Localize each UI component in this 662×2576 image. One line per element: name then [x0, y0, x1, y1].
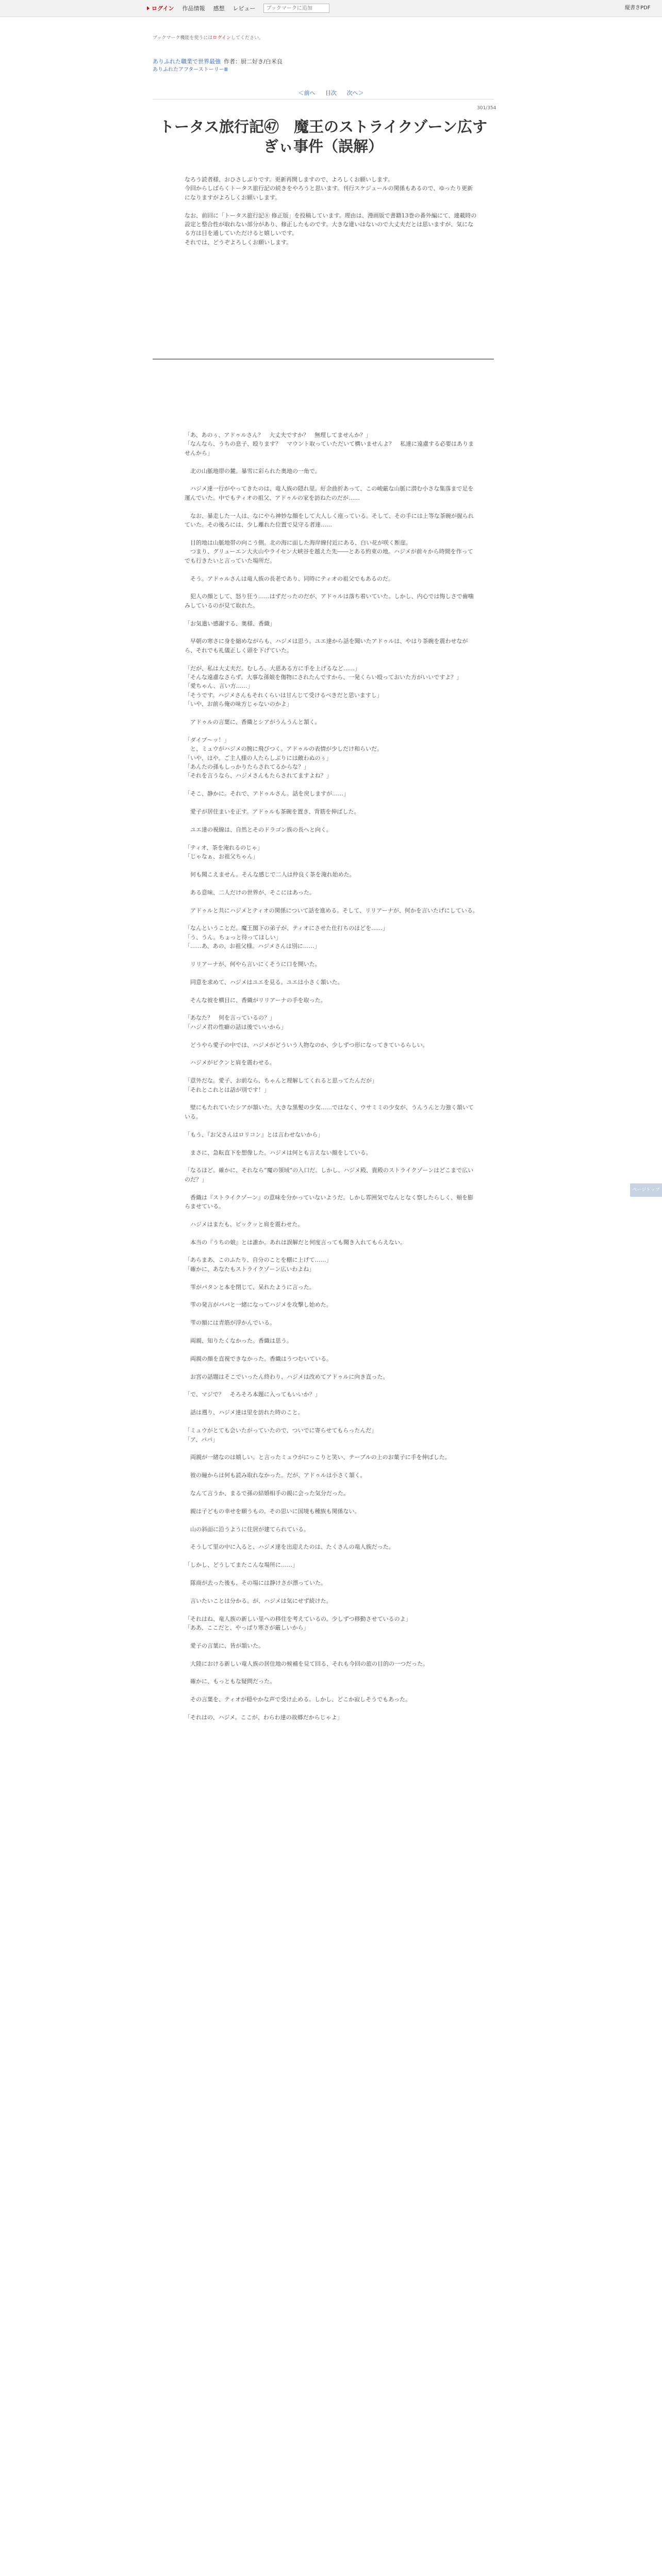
login-link[interactable] — [147, 4, 174, 12]
body-line — [185, 799, 478, 807]
body-line: 「意外だな。愛子、お前なら、ちゃんと理解してくれると思ってたんだが」 — [185, 1077, 377, 1084]
body-line — [185, 969, 478, 977]
body-line — [185, 816, 478, 825]
body-line: そんな彼を横目に、香織がリリアーナの手を取った。 — [185, 996, 326, 1004]
body-line — [185, 1184, 478, 1193]
body-line — [185, 1381, 478, 1390]
body-line: 「それはの、ハジメ。ここが、わらわ達の故郷だからじゃよ」 — [185, 1714, 343, 1721]
body-line — [185, 879, 478, 888]
body-line: 香織は『ストライクゾーン』の意味を分かっていないようだ。しかし雰囲気でなんとなく察したらしく、頬を膨らませている。 — [185, 1194, 474, 1210]
body-line: 「それを言うなら、ハジメさんもたらされてますよね？」 — [185, 772, 332, 779]
body-line: 「もう、『お父さんはロリコン』とは言わせないから」 — [185, 1131, 324, 1138]
body-line — [185, 1345, 478, 1354]
body-line: 「ダイブ〜ッ！」 — [185, 736, 230, 743]
body-line: 「あらまあ、このふたり、自分のことを棚に上げて……」 — [185, 1257, 332, 1264]
body-line: 山の斜面に沿うように住居が建てられている。 — [185, 1526, 309, 1533]
body-line: リリアーナが、何やら言いにくそうに口を開いた。 — [185, 960, 321, 968]
body-line: 「お気遣い感謝する、奥様、香織」 — [185, 620, 275, 627]
body-line: と、ミュウがハジメの腕に飛びつく。アドゥルの表情が少しだけ和らいだ。 — [185, 745, 383, 753]
body-line: 「う、うん。ちょっと待ってほしい」 — [185, 934, 282, 941]
body-line — [185, 1274, 478, 1282]
body-line — [185, 1587, 478, 1596]
login-label: ログイン — [152, 5, 174, 12]
nav-work-info[interactable]: 作品情報 — [182, 5, 205, 12]
body-line: ユエ達の視線は、自然とそのドラゴン族の長へと向く。 — [185, 826, 332, 833]
foreword-line: 今回からしばらくトータス旅行記の続きをやろうと思います。刊行スケジュールの関係もあるので、ゆったり更新になりますがよろしくお願いします。 — [185, 185, 473, 201]
body-line — [185, 1229, 478, 1238]
foreword-line — [185, 202, 478, 211]
body-line: 親は子どもの幸せを願うもの。その思いに国境も種族も関係ない。 — [185, 1507, 360, 1515]
bookmark-notice — [153, 34, 263, 41]
body-line: 「あんたの孫もしっかりたらされてるからな？」 — [185, 764, 309, 771]
body-line: 壁にもたれていたシアが頷いた。大きな黒髪の少女……ではなく、ウサミミの少女が、うんうんと力強く頷いている。 — [185, 1104, 474, 1120]
body-line: 大陸における新しい竜人族の居住地の候補を見て回る、それも今回の旅の目的の一つだった。 — [185, 1660, 428, 1667]
body-line — [185, 1049, 478, 1058]
toc-link[interactable]: 目次 — [325, 90, 337, 96]
body-line — [185, 781, 478, 789]
body-line: 「ティオ、茶を淹れるのじゃ」 — [185, 844, 263, 851]
series-author: 作者：厨二好き/白米良 — [224, 58, 283, 65]
body-line: 「それはね、竜人族の新しい里への移住を考えているの。少しずつ移動させているのよ」 — [185, 1615, 411, 1622]
body-line: その言葉を、ティオが穏やかな声で受け止める。しかし、どこか寂しそうでもあった。 — [185, 1696, 411, 1703]
body-line: 北の山脈地帯の麓。暴雪に彩られた奥地の一角で。 — [185, 467, 321, 474]
body-line — [185, 610, 478, 619]
body-line — [185, 726, 478, 735]
body-line — [185, 1328, 478, 1336]
body-line — [185, 565, 478, 574]
body-line: 雫がパタンと本を閉じて、呆れたように言った。 — [185, 1283, 315, 1291]
body-line: 「……あ、あの、お祖父様。ハジメさんは別に……」 — [185, 943, 320, 950]
body-line — [185, 1534, 478, 1543]
body-line — [185, 1292, 478, 1300]
body-line: ハジメはまたも、ピックッと肩を震わせた。 — [185, 1221, 304, 1228]
body-line — [185, 1094, 478, 1103]
body-line: 「そうです。ハジメさんもそれくらいは甘んじて受けるべきだと思いますし」 — [185, 691, 383, 699]
body-line: 「ハジメ君の性癖の話は後でいいから」 — [185, 1023, 287, 1030]
body-line — [185, 1570, 478, 1579]
body-line — [185, 1310, 478, 1318]
body-line: 早朝の寒さに身を縮めながらも、ハジメは思う。ユエ達から話を聞いたアドゥルは、やはり茶碗を震わせながら、それでも礼儀正しく頭を下げていた。 — [185, 638, 468, 654]
body-line — [185, 834, 478, 843]
pager-top — [0, 89, 662, 97]
body-line — [185, 1005, 478, 1013]
body-line: なお、暴走した一人は、なにやら神妙な顔をして大人しく座っている。そして、その手には上等な茶碗が握られていた。その後ろには、少し離れた位置で見守る者達…… — [185, 512, 474, 529]
bookmark-add-input[interactable] — [263, 4, 329, 13]
body-line: 彼の瞳からは何も読み取れなかった。だが、アドゥルは小さく頷く。 — [185, 1472, 366, 1479]
series-title-link[interactable]: ありふれた職業で世界最強 — [153, 58, 221, 65]
body-line — [185, 1067, 478, 1076]
body-line: そう。アドゥルさんは竜人族の長老であり、同時にティオの祖父でもあるのだ。 — [185, 575, 394, 582]
body-line — [185, 1704, 478, 1713]
foreword-line: それでは、どうぞよろしくお願いします。 — [185, 239, 292, 246]
body-line: 愛子が居住まいを正す。アドゥルも茶碗を置き、背筋を伸ばした。 — [185, 808, 360, 816]
body-line: そうして里の中に入ると、ハジメ達を出迎えたのは、たくさんの竜人族だった。 — [185, 1544, 394, 1551]
body-line — [185, 1668, 478, 1677]
body-line: 「それとこれとは話が別です！」 — [185, 1086, 270, 1093]
body-line: お宮の話題はそこでいったん終わり、ハジメは改めてアドゥルに向き直った。 — [185, 1373, 389, 1380]
body-line: アドゥルの言葉に、香織とシアがうんうんと頷く。 — [185, 719, 321, 725]
series-title-row — [153, 58, 283, 66]
episode-number: 301/354 — [477, 106, 496, 111]
body-line — [185, 655, 478, 664]
body-line — [185, 1686, 478, 1695]
body-line — [185, 1552, 478, 1561]
body-line — [185, 1632, 478, 1641]
top-nav-bar — [0, 0, 662, 17]
body-line: 「愛ちゃん、言い方……」 — [185, 683, 253, 690]
body-line — [185, 583, 478, 592]
body-line: 隊商が去った後も、その場には静けさが漂っていた。 — [185, 1580, 326, 1586]
body-line: 「いや、お前ら俺の味方じゃないのかよ」 — [185, 701, 292, 708]
prev-link[interactable]: ＜前へ — [298, 90, 316, 96]
body-line: 目的地は山脈地帯の向こう側。北の海に面した海岸線付近にある、白い花が咲く断崖。 — [185, 539, 411, 546]
body-line — [185, 1605, 478, 1614]
body-line: アドゥルと共にハジメとティオの関係について話を進める。そして、リリアーナが、何かを言いたげにしている。 — [185, 907, 478, 914]
body-line — [185, 1516, 478, 1524]
body-line — [185, 951, 478, 960]
body-line: 話は遡り、ハジメ達は里を訪れた時のこと。 — [185, 1409, 304, 1416]
body-line: 本当の『うちの娘』とは誰か。あれは誤解だと何度言っても聞き入れてもらえない。 — [185, 1239, 406, 1246]
body-line — [185, 1399, 478, 1408]
body-line: 「なんなら、うちの息子、殴ります？ マウント取っていただいて構いませんよ？ 私達に遠慮する必要はありませんから」 — [185, 440, 474, 456]
body-line: 両親、知りたくなかった。香織は思う。 — [185, 1337, 292, 1345]
body-line: まさに、急転直下を想像した。ハジメは何とも言えない顔をしている。 — [185, 1149, 372, 1156]
foreword-separator — [153, 359, 494, 360]
body-line — [185, 1650, 478, 1659]
body-line: 「しかし、どうしてまたこんな場所に……」 — [185, 1562, 298, 1569]
body-line: 「あなた？ 何を言っているの？」 — [185, 1014, 275, 1022]
body-line — [185, 1462, 478, 1471]
body-line: 同意を求めて、ハジメはユエを見る。ユエは小さく頷いた。 — [185, 978, 343, 986]
body-line: 愛子の言葉に、皆が頷いた。 — [185, 1642, 264, 1649]
body-line: ハジメ達一行がやってきたのは、竜人族の隠れ里。紆余曲折あって、この峻厳な山脈に潜む小さな集落まで足を運んでいた。中でもティオの祖父、アドゥルの家を訪ねたのだが…… — [185, 485, 474, 501]
body-line — [185, 1498, 478, 1506]
body-line: ハジメがピクンと肩を震わせる。 — [185, 1059, 275, 1066]
main-text — [185, 431, 478, 2576]
body-line — [185, 1417, 478, 1426]
body-line — [185, 1031, 478, 1040]
body-line: 両親の顔を直視できなかった。香織はうつむいている。 — [185, 1355, 332, 1362]
body-line — [185, 529, 478, 538]
body-line: 「そこ、静かに。それで、アドゥルさん。話を戻しますが……」 — [185, 790, 350, 798]
body-line — [185, 1247, 478, 1256]
body-line: 「確かに、あなたもストライクゾーン広いわよね」 — [185, 1265, 315, 1273]
notice-suffix: してください。 — [230, 36, 263, 41]
foreword-line: なろう読者様、おひさしぶりです。更新再開しますので、よろしくお願いします。 — [185, 176, 394, 183]
body-line: 「そんな遠慮なさらず。大事な孫娘を傷物にされたんですから、一発くらい殴っておいた方がいいですよ？」 — [185, 673, 462, 681]
body-line: 「だが、私は大丈夫だ。むしろ、大恩ある方に手を上げるなど……」 — [185, 665, 360, 672]
foreword — [185, 175, 478, 247]
body-line — [185, 457, 478, 466]
body-line — [185, 476, 478, 484]
body-line — [185, 1363, 478, 1372]
body-line — [185, 628, 478, 637]
body-line — [185, 1211, 478, 1219]
vertical-pdf-link[interactable]: 縦書きPDF — [625, 5, 651, 11]
body-line — [185, 1139, 478, 1148]
chapter-title-link[interactable]: ありふれたアフターストーリーⅢ — [153, 67, 228, 73]
body-line — [185, 897, 478, 906]
body-line: つまり、グリューエン大火山やライセン大峡谷を越えた先――とある約束の地。ハジメが前々から時間を作ってでも行きたいと言っていた場所だ。 — [185, 548, 473, 564]
next-link[interactable]: 次へ＞ — [346, 90, 364, 96]
body-line: 「ア、パパ」 — [185, 1436, 219, 1443]
body-line — [185, 502, 478, 511]
body-line: なんて言うか、まるで孫の結婚相手の親に会った気分だった。 — [185, 1489, 349, 1497]
body-line — [185, 987, 478, 995]
body-line — [185, 1480, 478, 1489]
body-line: 「ミュウがとても会いたがっていたので、ついでに寄らせてもらったんだ」 — [185, 1427, 377, 1434]
body-line — [185, 861, 478, 870]
body-line: ある意味、二人だけの世界が、そこにはあった。 — [185, 889, 315, 896]
body-line: 「なるほど。確かに、それなら“魔の領域”の入口だ。しかし、ハジメ殿、貴殿のストライクゾーンはどこまで広いのだ？」 — [185, 1167, 474, 1183]
body-line: 確かに、もっともな疑問だった。 — [185, 1678, 275, 1685]
page-top-button[interactable]: ページトップへ — [630, 1183, 662, 1197]
body-line: 両親が一緒なのは嬉しい。と言ったミュウがにっこりと笑い、テーブルの上のお菓子に手を伸ばした。 — [185, 1454, 451, 1461]
body-line — [185, 1157, 478, 1166]
body-line: 「じゃなぁ、お祖父ちゃん」 — [185, 853, 258, 860]
body-line: 「いや、はや。ご主人様の人たらしぶりには敵わぬのぅ」 — [185, 754, 332, 761]
body-line: 「ああ、ここだと、やっぱり寒さが厳しいから」 — [185, 1624, 309, 1632]
body-line — [185, 915, 478, 924]
body-line — [185, 1121, 478, 1130]
body-line — [185, 709, 478, 718]
nav-review[interactable]: レビュー — [233, 5, 256, 12]
body-line: 「なんということだ。魔王閣下の弟子が、ティオにさせた仕打ちのほどを……」 — [185, 925, 389, 932]
notice-prefix: ブックマーク機能を使うには — [153, 36, 213, 41]
body-line: 「あ、あのぅ、アドゥルさん？ 大丈夫ですか？ 無理してませんか？」 — [185, 432, 372, 438]
body-line — [185, 1444, 478, 1453]
body-line: 「で、マジで？ そろそろ本題に入ってもいいか？」 — [185, 1391, 321, 1398]
body-line: 雫の額には青筋が浮かんでいる。 — [185, 1319, 275, 1327]
body-line: どうやら愛子の中では、ハジメがどういう人物なのか、少しずつ形になってきているらしい。 — [185, 1041, 428, 1048]
notice-login-link[interactable]: ログイン — [212, 36, 231, 41]
top-nav-inner — [147, 0, 329, 16]
nav-impressions[interactable]: 感想 — [213, 5, 225, 12]
body-line: 何も聞こえません。そんな感じで二人は仲良く茶を淹れ始めた。 — [185, 871, 355, 878]
foreword-line: なお、前回に「トータス旅行記⑧ 修正版」を投稿しています。理由は、漫画版で書籍13巻の番外編にて、連載時の設定と整合性が取れない部分があり、修正したものです。大きな違いはないので大丈夫だとは思いますが、気になる方は目を通していただけると嬉しいです。 — [185, 212, 477, 237]
arrow-right-icon — [147, 6, 150, 10]
body-line: 犯人の顔として、怒り狂う……はずだったのだが、アドゥルは落ち着いていた。しかし、内心では悔しさで歯噛みしているのが見て取れた。 — [185, 593, 474, 609]
body-line: 雫の発言がパパと一緒になってハジメを攻撃し始めた。 — [185, 1301, 332, 1309]
page-title: トータス旅行記㊼ 魔王のストライクゾーン広すぎぃ事件（誤解） — [159, 118, 487, 155]
series-info — [153, 58, 283, 74]
body-line: 言いたいことは分かる。が、ハジメは気にせず続けた。 — [185, 1597, 332, 1604]
